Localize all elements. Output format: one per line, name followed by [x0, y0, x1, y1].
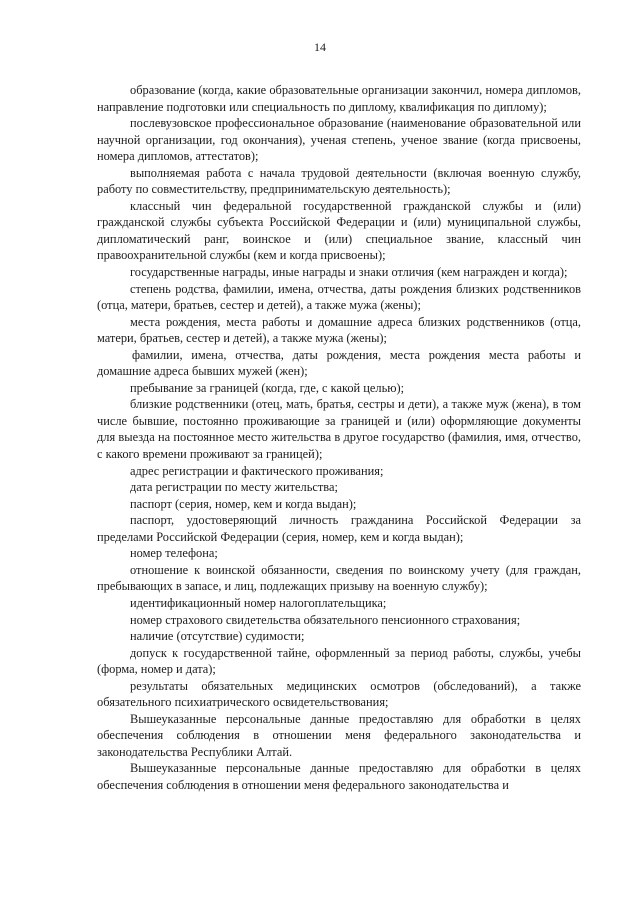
paragraph: образование (когда, какие образовательные организации закончил, номера дипломов, направление подготовки или специальность по диплому, квалификация по диплому);: [97, 83, 581, 114]
paragraph: выполняемая работа с начала трудовой деятельности (включая военную службу, работу по совместительству, предпринимательскую деятельность);: [97, 165, 581, 197]
paragraph: паспорт (серия, номер, кем и когда выдан);: [130, 496, 357, 511]
paragraph: пребывание за границей (когда, где, с какой целью);: [130, 380, 405, 395]
paragraph: адрес регистрации и фактического проживания;: [130, 463, 384, 478]
paragraph: дата регистрации по месту жительства;: [130, 480, 338, 495]
paragraph: допуск к государственной тайне, оформленный за период работы, службы, учебы (форма, номер и дата);: [97, 645, 581, 677]
paragraph: Вышеуказанные персональные данные предоставляю для обработки в целях обеспечения соблюдения в отношении меня федерального законодательства и законодательства Республики Алтай.: [97, 711, 581, 759]
paragraph: наличие (отсутствие) судимости;: [130, 629, 305, 644]
paragraph: классный чин федеральной государственной гражданской службы и (или) гражданской службы субъекта Российской Федерации и (или) муниципальной службы, дипломатический ранг, воинское и (или) специальное звание, классный чин правоохранительной службы (кем и когда присвоены);: [97, 198, 581, 263]
paragraph: идентификационный номер налогоплательщика;: [130, 595, 387, 610]
paragraph: номер страхового свидетельства обязательного пенсионного страхования;: [130, 612, 521, 627]
paragraph: близкие родственники (отец, мать, братья, сестры и дети), а также муж (жена), в том числе бывшие, постоянно проживающие за границей и (или) оформляющие документы для выезда на постоянное место жительства в другое государство (фамилия, имя, отчество, с какого времени проживают за границей);: [97, 397, 581, 462]
paragraph: места рождения, места работы и домашние адреса близких родственников (отца, матери, братьев, сестер и детей), а также мужа (жены);: [97, 314, 581, 346]
document-body: [97, 82, 581, 794]
page-number: 14: [314, 40, 326, 54]
paragraph: степень родства, фамилии, имена, отчества, даты рождения близких родственников (отца, матери, братьев, сестер и детей), а также мужа (жены);: [97, 281, 581, 313]
paragraph: отношение к воинской обязанности, сведения по воинскому учету (для граждан, пребывающих в запасе, и лиц, подлежащих призыву на военную службу);: [97, 562, 581, 594]
paragraph: Вышеуказанные персональные данные предоставляю для обработки в целях обеспечения соблюдения в отношении меня федерального законодательства и: [97, 761, 581, 792]
paragraph: паспорт, удостоверяющий личность гражданина Российской Федерации за пределами Российской Федерации (серия, номер, кем и когда выдан);: [97, 513, 581, 544]
paragraph: результаты обязательных медицинских осмотров (обследований), а также обязательного психиатрического освидетельствования;: [97, 678, 581, 710]
paragraph: послевузовское профессиональное образование (наименование образовательной или научной организации, год окончания), ученая степень, ученое звание (когда присвоены, номера дипломов, аттестатов);: [97, 116, 581, 164]
paragraph: фамилии, имена, отчества, даты рождения, места рождения места работы и домашние адреса бывших мужей (жен);: [97, 347, 581, 379]
paragraph: номер телефона;: [130, 546, 218, 561]
paragraph: государственные награды, иные награды и знаки отличия (кем награжден и когда);: [130, 265, 568, 280]
